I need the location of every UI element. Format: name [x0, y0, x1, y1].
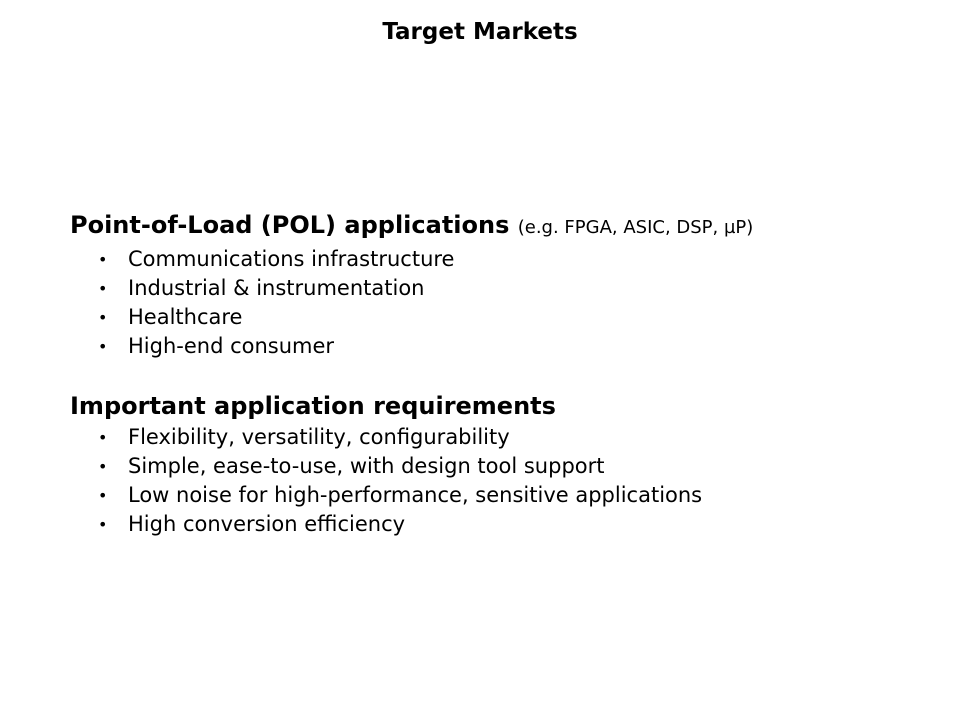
- list-item: [70, 274, 753, 303]
- list-item: [70, 452, 702, 481]
- bullet-list: [70, 423, 702, 539]
- list-item: [70, 303, 753, 332]
- bullet-icon: •: [98, 279, 108, 298]
- list-item: [70, 510, 702, 539]
- section-heading: [70, 208, 753, 245]
- list-item: [70, 481, 702, 510]
- list-item: [70, 245, 753, 274]
- section-pol-applications: [70, 208, 753, 361]
- list-item-text: Simple, ease-to-use, with design tool support: [128, 454, 605, 478]
- list-item-text: Communications infrastructure: [128, 247, 455, 271]
- bullet-icon: •: [98, 337, 108, 356]
- list-item-text: High-end consumer: [128, 334, 335, 358]
- bullet-icon: •: [98, 457, 108, 476]
- list-item-text: Low noise for high-performance, sensitive applications: [128, 483, 703, 507]
- bullet-list: [70, 245, 753, 361]
- list-item-text: Flexibility, versatility, configurability: [128, 425, 510, 449]
- list-item-text: High conversion efficiency: [128, 512, 406, 536]
- list-item: [70, 423, 702, 452]
- section-heading-text: Point-of-Load (POL) applications: [70, 211, 510, 239]
- bullet-icon: •: [98, 486, 108, 505]
- bullet-icon: •: [98, 428, 108, 447]
- bullet-icon: •: [98, 250, 108, 269]
- list-item-text: Industrial & instrumentation: [128, 276, 425, 300]
- section-heading-text: Important application requirements: [70, 392, 556, 420]
- section-heading-note: (e.g. FPGA, ASIC, DSP, µP): [517, 217, 754, 238]
- slide-title: Target Markets: [382, 19, 578, 45]
- section-heading: [70, 389, 702, 423]
- section-application-requirements: [70, 389, 702, 539]
- bullet-icon: •: [98, 308, 108, 327]
- list-item-text: Healthcare: [128, 305, 243, 329]
- list-item: [70, 332, 753, 361]
- bullet-icon: •: [98, 515, 108, 534]
